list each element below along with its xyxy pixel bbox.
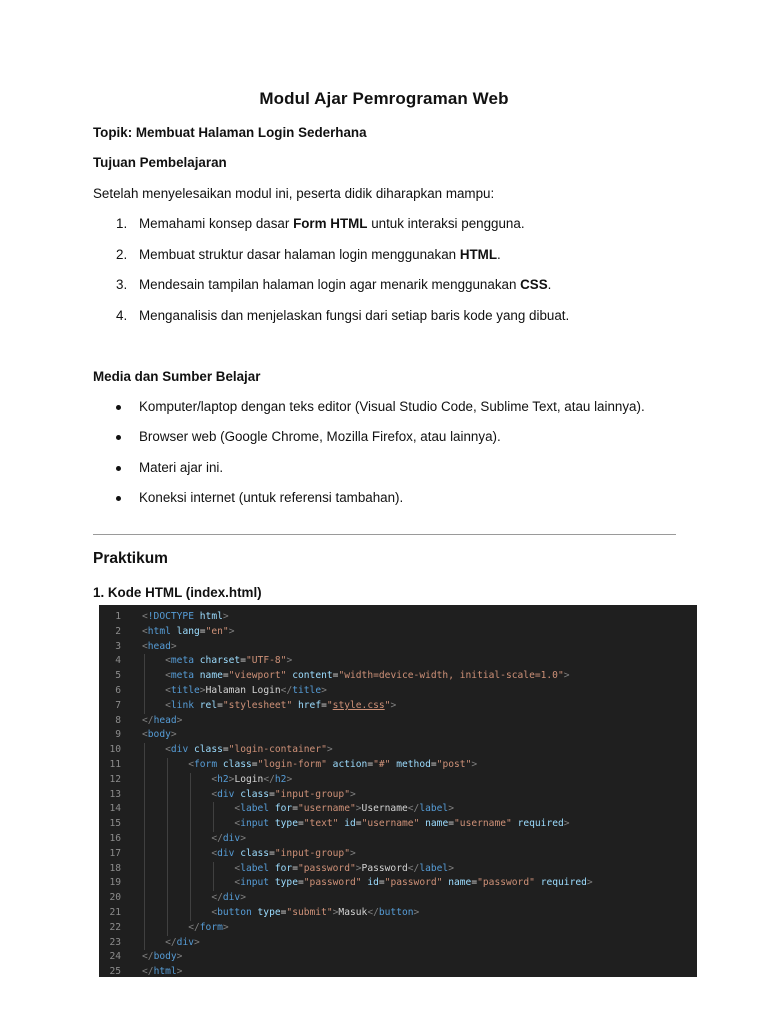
objectives-heading: Tujuan Pembelajaran bbox=[93, 155, 227, 170]
media-item: Koneksi internet (untuk referensi tambahan). bbox=[139, 490, 404, 505]
code-text: </div> bbox=[165, 936, 200, 948]
code-line bbox=[99, 684, 697, 699]
line-number: 8 bbox=[115, 714, 121, 726]
objective-item: Mendesain tampilan halaman login agar menarik menggunakan CSS. bbox=[139, 277, 552, 292]
code-text: <!DOCTYPE html> bbox=[142, 611, 229, 622]
code-line bbox=[99, 847, 697, 862]
objective-item: Memahami konsep dasar Form HTML untuk interaksi pengguna. bbox=[139, 216, 525, 231]
practicum-subheading: 1. Kode HTML (index.html) bbox=[93, 585, 262, 600]
code-text: <button type="submit">Masuk</button> bbox=[211, 907, 420, 918]
code-line bbox=[99, 728, 697, 743]
line-number: 22 bbox=[109, 921, 121, 933]
code-text: <meta name="viewport" content="width=device-width, initial-scale=1.0"> bbox=[165, 670, 570, 682]
topic-line: Topik: Membuat Halaman Login Sederhana bbox=[93, 125, 367, 140]
bullet-icon bbox=[116, 466, 121, 471]
code-line bbox=[99, 950, 697, 965]
objective-number: 2. bbox=[116, 247, 128, 262]
code-text: </body> bbox=[142, 951, 183, 963]
code-text: </head> bbox=[142, 714, 183, 726]
code-text: <title>Halaman Login</title> bbox=[165, 685, 327, 696]
code-text: <head> bbox=[142, 640, 177, 652]
code-text: <input type="text" id="username" name="username" required> bbox=[234, 818, 570, 830]
code-text: <meta charset="UTF-8"> bbox=[165, 655, 293, 667]
code-text: <input type="password" id="password" name="password" required> bbox=[234, 877, 593, 889]
code-text: <label for="password">Password</label> bbox=[234, 862, 454, 874]
code-text: <link rel="stylesheet" href="style.css"> bbox=[165, 699, 397, 711]
code-text: </form> bbox=[188, 921, 229, 933]
code-line bbox=[99, 802, 697, 817]
line-number: 1 bbox=[115, 611, 121, 622]
code-line bbox=[99, 906, 697, 921]
code-block bbox=[99, 605, 697, 977]
line-number: 14 bbox=[109, 803, 121, 815]
line-number: 25 bbox=[109, 966, 121, 977]
objective-item: Menganalisis dan menjelaskan fungsi dari setiap baris kode yang dibuat. bbox=[139, 308, 570, 323]
code-line bbox=[99, 832, 697, 847]
code-text: <form class="login-form" action="#" method="post"> bbox=[188, 759, 478, 770]
line-number: 11 bbox=[109, 759, 121, 770]
line-number: 21 bbox=[109, 907, 121, 918]
code-line bbox=[99, 891, 697, 906]
code-text: <h2>Login</h2> bbox=[211, 773, 293, 785]
code-text: <label for="username">Username</label> bbox=[234, 803, 454, 815]
document-title: Modul Ajar Pemrograman Web bbox=[259, 89, 509, 108]
code-line bbox=[99, 714, 697, 729]
code-line bbox=[99, 654, 697, 669]
code-text: <div class="login-container"> bbox=[165, 744, 333, 756]
objective-number: 4. bbox=[116, 308, 128, 323]
line-number: 15 bbox=[109, 818, 121, 830]
objective-number: 3. bbox=[116, 277, 128, 292]
code-line bbox=[99, 876, 697, 891]
line-number: 24 bbox=[109, 951, 121, 963]
code-text: <html lang="en"> bbox=[142, 625, 235, 637]
code-text: <body> bbox=[142, 729, 177, 741]
line-number: 17 bbox=[109, 847, 121, 859]
code-text: <div class="input-group"> bbox=[211, 847, 356, 859]
line-number: 19 bbox=[109, 877, 121, 889]
code-line bbox=[99, 773, 697, 788]
line-number: 7 bbox=[115, 699, 121, 711]
code-line bbox=[99, 817, 697, 832]
media-item: Browser web (Google Chrome, Mozilla Firefox, atau lainnya). bbox=[139, 429, 501, 444]
bullet-icon bbox=[116, 435, 121, 440]
line-number: 12 bbox=[109, 773, 121, 785]
bullet-icon bbox=[116, 496, 121, 501]
code-line bbox=[99, 625, 697, 640]
line-number: 16 bbox=[109, 833, 121, 844]
code-line bbox=[99, 758, 697, 773]
line-number: 18 bbox=[109, 862, 121, 874]
code-line bbox=[99, 788, 697, 803]
practicum-heading: Praktikum bbox=[93, 550, 168, 567]
line-number: 23 bbox=[109, 936, 121, 948]
code-line bbox=[99, 743, 697, 758]
line-number: 10 bbox=[109, 744, 121, 756]
media-heading: Media dan Sumber Belajar bbox=[93, 369, 261, 384]
line-number: 4 bbox=[115, 655, 121, 667]
line-number: 9 bbox=[115, 729, 121, 741]
media-item: Komputer/laptop dengan teks editor (Visual Studio Code, Sublime Text, atau lainnya). bbox=[139, 399, 645, 414]
line-number: 20 bbox=[109, 892, 121, 904]
code-line bbox=[99, 936, 697, 951]
code-text: </div> bbox=[211, 892, 246, 904]
code-line bbox=[99, 965, 697, 977]
code-line bbox=[99, 921, 697, 936]
line-number: 3 bbox=[115, 640, 121, 652]
objectives-intro: Setelah menyelesaikan modul ini, peserta didik diharapkan mampu: bbox=[93, 186, 495, 201]
line-number: 5 bbox=[115, 670, 121, 682]
code-line bbox=[99, 640, 697, 655]
code-text: </html> bbox=[142, 966, 183, 977]
objective-number: 1. bbox=[116, 216, 128, 231]
media-item: Materi ajar ini. bbox=[139, 460, 224, 475]
code-text: <div class="input-group"> bbox=[211, 788, 356, 800]
code-line bbox=[99, 610, 697, 625]
horizontal-divider bbox=[93, 534, 676, 535]
line-number: 2 bbox=[115, 625, 121, 637]
code-text: </div> bbox=[211, 833, 246, 844]
bullet-icon bbox=[116, 405, 121, 410]
code-line bbox=[99, 699, 697, 714]
code-line bbox=[99, 669, 697, 684]
line-number: 6 bbox=[115, 685, 121, 696]
code-line bbox=[99, 862, 697, 877]
objective-item: Membuat struktur dasar halaman login menggunakan HTML. bbox=[139, 247, 501, 262]
line-number: 13 bbox=[109, 788, 121, 800]
